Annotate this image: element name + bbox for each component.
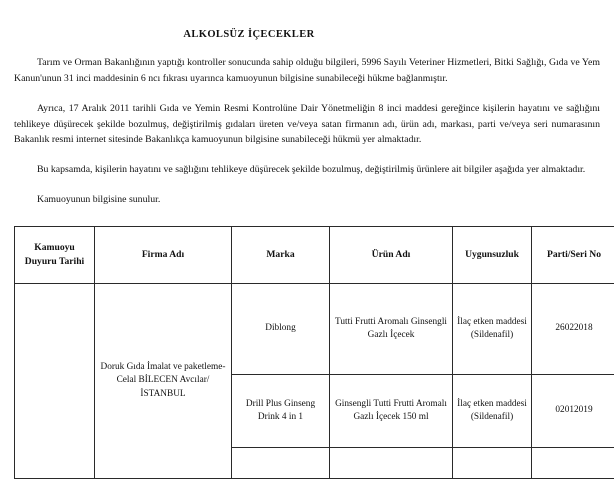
cell-announcement-date — [15, 284, 95, 479]
column-header-brand: Marka — [232, 227, 330, 284]
column-header-product-name: Ürün Adı — [330, 227, 453, 284]
cell-batch-serial-no: 26022018 — [532, 284, 614, 375]
paragraph-closing: Kamuoyunun bilgisine sunulur. — [37, 194, 161, 206]
cell-batch-serial-no: 02012019 — [532, 375, 614, 448]
column-header-announcement-date: Kamuoyu Duyuru Tarihi — [15, 227, 95, 284]
notice-table-container — [14, 226, 600, 479]
cell-batch-serial-no — [532, 448, 614, 479]
cell-noncompliance: İlaç etken maddesi (Sildenafil) — [453, 284, 532, 375]
cell-product-name: Tutti Frutti Aromalı Ginsengli Gazlı İçecek — [330, 284, 453, 375]
cell-noncompliance: İlaç etken maddesi (Sildenafil) — [453, 375, 532, 448]
cell-brand: Diblong — [232, 284, 330, 375]
column-header-batch-serial-no: Parti/Seri No — [532, 227, 614, 284]
column-header-noncompliance: Uygunsuzluk — [453, 227, 532, 284]
cell-brand: Drill Plus Ginseng Drink 4 in 1 — [232, 375, 330, 448]
cell-noncompliance — [453, 448, 532, 479]
paragraph-legal-basis: Tarım ve Orman Bakanlığının yaptığı kontroller sonucunda sahip olduğu bilgileri, 5996 Sayılı Veteriner Hizmetleri, Bitki Sağlığı, Gıda ve Yem Kanun'unun 31 inci maddesinin 6 ncı fıkrası uyarınca kamuoyunun bilgisine sunabileceği hükme bağlanmıştır. — [14, 57, 600, 84]
page-title: ALKOLSÜZ İÇECEKLER — [183, 29, 315, 40]
table-row — [15, 284, 614, 375]
paragraph-scope: Bu kapsamda, kişilerin hayatını ve sağlığını tehlikeye düşürecek şekilde bozulmuş, değiştirilmiş ürünlere ait bilgiler aşağıda yer almaktadır. — [37, 164, 586, 176]
column-header-firm-name: Firma Adı — [95, 227, 232, 284]
noncompliant-products-table — [14, 226, 614, 479]
cell-firm-name: Doruk Gıda İmalat ve paketleme- Celal BİLECEN Avcılar/İSTANBUL — [95, 284, 232, 479]
cell-product-name — [330, 448, 453, 479]
cell-brand — [232, 448, 330, 479]
table-header-row — [15, 227, 614, 284]
cell-product-name: Ginsengli Tutti Frutti Aromalı Gazlı İçecek 150 ml — [330, 375, 453, 448]
paragraph-regulation-reference: Ayrıca, 17 Aralık 2011 tarihli Gıda ve Yemin Resmi Kontrolüne Dair Yönetmeliğin 8 inci maddesi gereğince kişilerin hayatını ve sağlığını tehlikeye düşürecek şekilde bozulmuş, değiştirilmiş gıdaları üreten ve/veya satan firmanın adı, ürün adı, markası, parti ve/veya seri numarasının Bakanlık resmi internet sitesinde Bakanlıkça kamuoyunun bilgisine sunabileceği hükmü yer almaktadır. — [14, 102, 600, 146]
